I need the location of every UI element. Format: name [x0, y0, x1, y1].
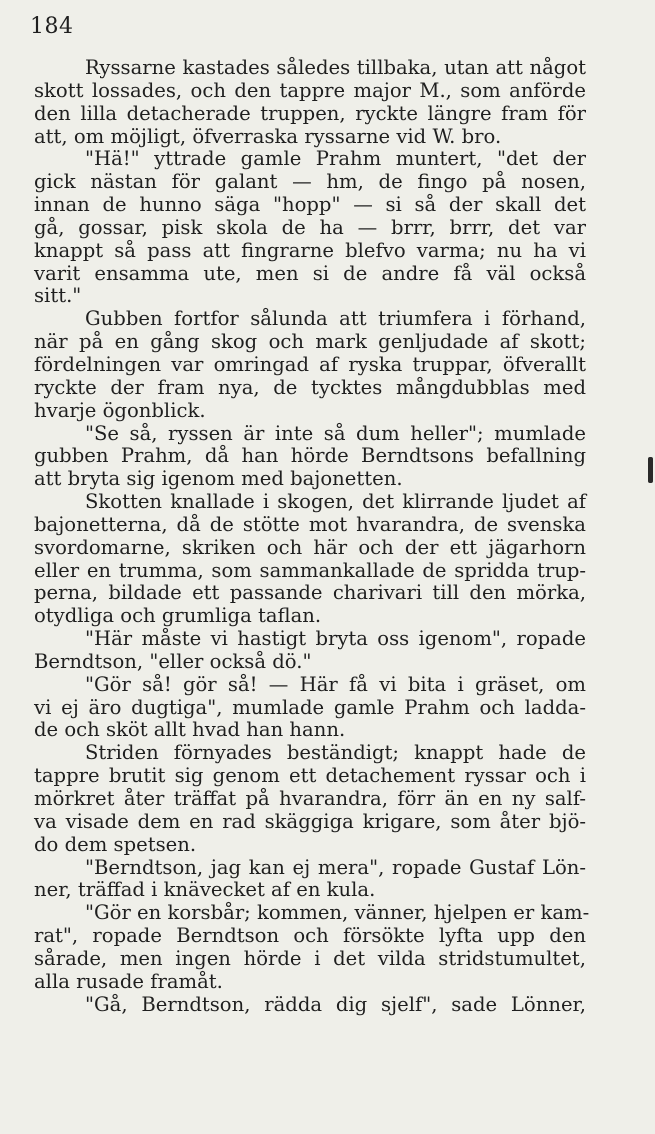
text-line: Skotten knallade i skogen, det klirrande ljudet af	[85, 490, 586, 514]
text-line: Berndtson, "eller också dö."	[34, 649, 312, 673]
text-line: "Här måste vi hastigt bryta oss igenom", ropade	[85, 627, 586, 651]
text-line: när på en gång skog och mark genljudade af skott;	[34, 330, 586, 354]
body-text	[34, 56, 590, 1016]
text-line: ryckte der fram nya, de tycktes mångdubblas med	[34, 375, 586, 399]
text-line: alla rusade framåt.	[34, 969, 223, 993]
text-line: eller en trumma, som sammankallade de spridda trup-	[34, 558, 586, 582]
text-line: gå, gossar, pisk skola de ha — brrr, brrr, det var	[34, 215, 586, 239]
page-number: 184	[30, 14, 74, 39]
text-line: "Gör så! gör så! — Här få vi bita i gräset, om	[85, 672, 586, 696]
text-line: gick nästan för galant — hm, de fingo på nosen,	[34, 170, 586, 194]
text-line: hvarje ögonblick.	[34, 398, 206, 422]
text-line: "Berndtson, jag kan ej mera", ropade Gustaf Lön-	[85, 855, 586, 879]
text-line: skott lossades, och den tappre major M., som anförde	[34, 78, 586, 102]
text-line: vi ej äro dugtiga", mumlade gamle Prahm och ladda-	[34, 695, 586, 719]
text-line: knappt så pass att fingrarne blefvo varma; nu ha vi	[34, 238, 586, 262]
text-line: "Gå, Berndtson, rädda dig sjelf", sade Lönner,	[85, 992, 586, 1016]
text-line: varit ensamma ute, men si de andre få väl också	[34, 261, 586, 285]
text-line: Gubben fortfor sålunda att triumfera i förhand,	[85, 307, 586, 331]
text-line: att, om möjligt, öfverraska ryssarne vid W. bro.	[34, 124, 502, 148]
text-line: gubben Prahm, då han hörde Berndtsons befallning	[34, 444, 586, 468]
text-line: rat", ropade Berndtson och försökte lyfta upp den	[34, 924, 586, 948]
text-line: Striden förnyades beständigt; knappt hade de	[85, 741, 586, 765]
text-line: mörkret åter träffat på hvarandra, förr än en ny salf-	[34, 787, 586, 810]
text-line: "Se så, ryssen är inte så dum heller"; mumlade	[85, 421, 586, 445]
text-line: ner, träffad i knävecket af en kula.	[34, 878, 376, 902]
text-line: perna, bildade ett passande charivari till den mörka,	[34, 581, 586, 605]
text-line: "Gör en korsbår; kommen, vänner, hjelpen er kam-	[85, 901, 590, 925]
text-line: att bryta sig igenom med bajonetten.	[34, 467, 403, 491]
text-line: "Hä!" yttrade gamle Prahm muntert, "det der	[85, 147, 586, 171]
text-line: tappre brutit sig genom ett detachement ryssar och i	[34, 764, 586, 788]
text-line: Ryssarne kastades således tillbaka, utan att något	[85, 56, 586, 79]
text-line: sitt."	[34, 284, 82, 308]
ink-mark	[648, 457, 653, 483]
text-line: innan de hunno säga "hopp" — si så der skall det	[34, 193, 586, 217]
text-line: otydliga och grumliga taflan.	[34, 604, 322, 628]
text-line: fördelningen var omringad af ryska truppar, öfverallt	[34, 352, 586, 376]
text-line: svordomarne, skriken och här och der ett jägarhorn	[34, 535, 586, 559]
text-line: do dem spetsen.	[34, 832, 197, 856]
text-line: de och sköt allt hvad han hann.	[34, 718, 346, 742]
text-line: bajonetterna, då de stötte mot hvarandra, de svenska	[34, 512, 586, 536]
text-line: va visade dem en rad skäggiga krigare, som åter bjö-	[34, 809, 586, 833]
text-line: den lilla detacherade truppen, ryckte längre fram för	[34, 101, 586, 125]
text-line: sårade, men ingen hörde i det vilda stridstumultet,	[34, 946, 586, 970]
